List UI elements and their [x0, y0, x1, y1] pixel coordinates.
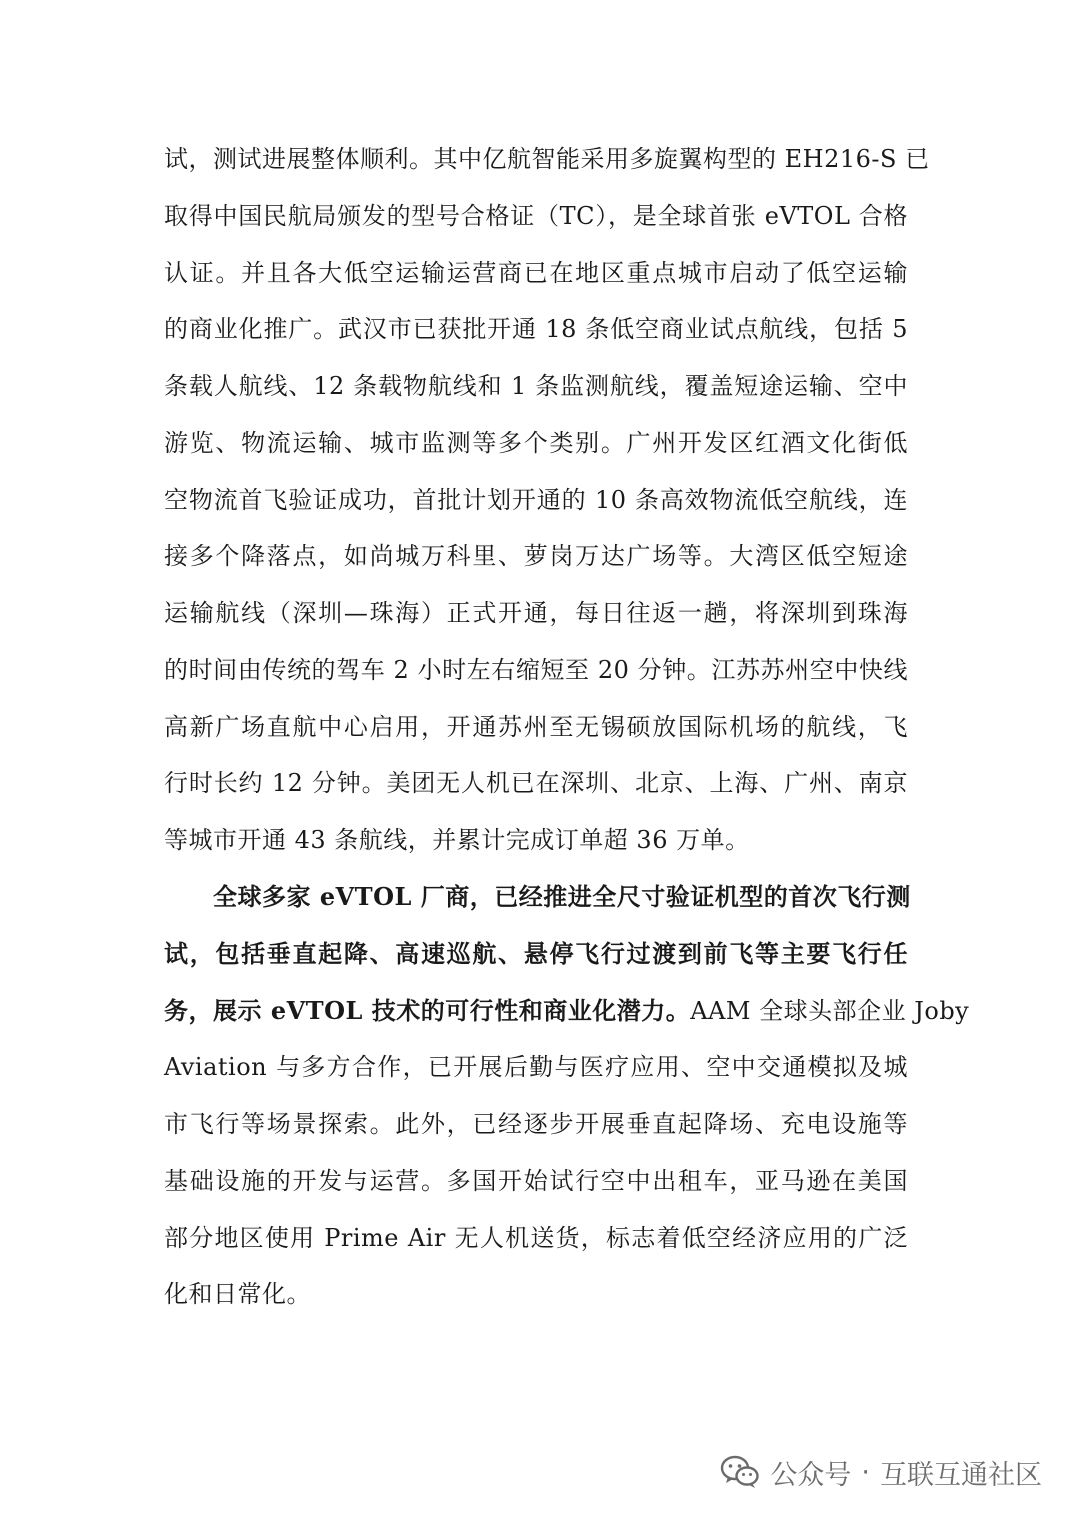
text-line: 空物流首飞验证成功，首批计划开通的 10 条高效物流低空航线，连	[164, 485, 908, 514]
paragraph-1	[164, 131, 930, 869]
watermark	[720, 1452, 1042, 1492]
text-line: 运输航线（深圳—珠海）正式开通，每日往返一趟，将深圳到珠海	[164, 599, 908, 627]
text-line: 的商业化推广。武汉市已获批开通 18 条低空商业试点航线，包括 5	[164, 315, 908, 344]
watermark-separator: ·	[861, 1456, 870, 1488]
text-line: 认证。并且各大低空运输运营商已在地区重点城市启动了低空运输	[164, 258, 908, 287]
text-line: 化和日常化。	[164, 1280, 311, 1309]
text-line: 游览、物流运输、城市监测等多个类别。广州开发区红酒文化街低	[164, 428, 908, 457]
mixed-text-line	[164, 983, 970, 1040]
wechat-icon	[720, 1455, 760, 1489]
text-line: 部分地区使用 Prime Air 无人机送货，标志着低空经济应用的广泛	[164, 1223, 908, 1252]
text-run: AAM 全球头部企业 Joby	[690, 996, 970, 1025]
text-line: 高新广场直航中心启用，开通苏州至无锡硕放国际机场的航线，飞	[164, 712, 908, 741]
text-line: 等城市开通 43 条航线，并累计完成订单超 36 万单。	[164, 826, 750, 854]
bold-text-run: 务，展示 eVTOL 技术的可行性和商业化潜力。	[164, 995, 691, 1025]
text-line: 接多个降落点，如尚城万科里、萝岗万达广场等。大湾区低空短途	[164, 542, 908, 571]
text-line: 市飞行等场景探索。此外，已经逐步开展垂直起降场、充电设施等	[164, 1110, 908, 1138]
text-line: 取得中国民航局颁发的型号合格证（TC），是全球首张 eVTOL 合格	[164, 201, 908, 230]
text-line: 试，测试进展整体顺利。其中亿航智能采用多旋翼构型的 EH216-S 已	[164, 145, 930, 173]
paragraph-2	[164, 869, 970, 1323]
text-line: 基础设施的开发与运营。多国开始试行空中出租车，亚马逊在美国	[164, 1166, 908, 1195]
bold-text-line: 试，包括垂直起降、高速巡航、悬停飞行过渡到前飞等主要飞行任	[164, 938, 908, 968]
watermark-account: 互联互通社区	[880, 1459, 1042, 1491]
text-line: 条载人航线、12 条载物航线和 1 条监测航线，覆盖短途运输、空中	[164, 372, 908, 400]
bold-text-line: 全球多家 eVTOL 厂商，已经推进全尺寸验证机型的首次飞行测	[164, 882, 911, 911]
watermark-prefix: 公众号	[770, 1459, 852, 1491]
text-line: 的时间由传统的驾车 2 小时左右缩短至 20 分钟。江苏苏州空中快线	[164, 655, 908, 684]
text-line: Aviation 与多方合作，已开展后勤与医疗应用、空中交通模拟及城	[164, 1053, 908, 1082]
text-line: 行时长约 12 分钟。美团无人机已在深圳、北京、上海、广州、南京	[164, 769, 908, 798]
